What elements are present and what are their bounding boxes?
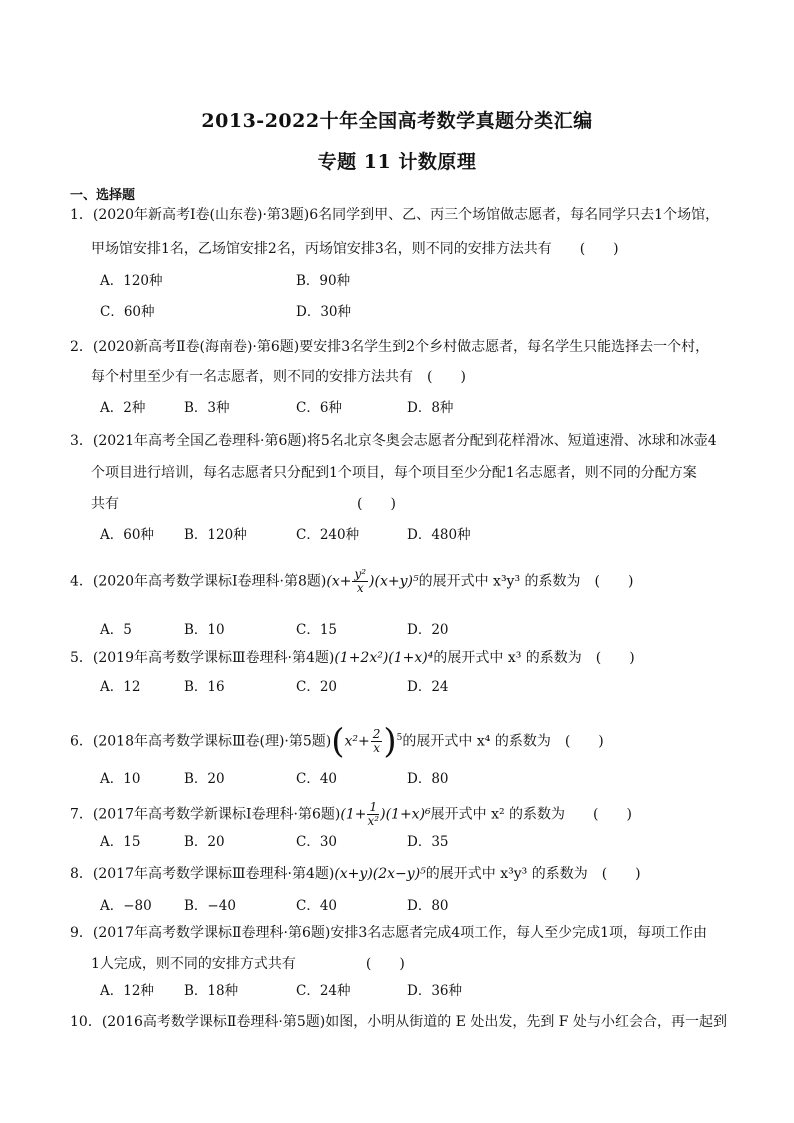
question-8-expr: (x+y)(2x−y)⁵	[334, 866, 426, 882]
question-4-expr-b: )(x+y)⁵	[369, 573, 419, 590]
question-6-stem	[70, 721, 604, 762]
question-5-option-a: A．12	[100, 679, 141, 695]
question-7-option-d: D．35	[407, 834, 449, 850]
question-7-option-a: A．15	[100, 834, 141, 850]
question-6-source: 6．(2018年高考数学课标Ⅲ卷(理)·第5题)	[70, 733, 332, 750]
question-1-option-b: B．90种	[296, 273, 351, 289]
question-7-stem	[70, 801, 632, 828]
question-2-option-b: B．3种	[184, 400, 230, 416]
question-4-expr-a: (x+	[326, 573, 352, 590]
question-4-option-d: D．20	[407, 622, 449, 638]
question-8-ask: 的展开式中 x³y³ 的系数为 ( )	[425, 866, 641, 882]
question-9-option-b: B．18种	[184, 983, 239, 999]
question-6-option-b: B．20	[184, 771, 225, 787]
question-8-option-a: A．−80	[100, 898, 152, 914]
question-6-frac-den: x	[373, 741, 380, 755]
question-5-ask: 的展开式中 x³ 的系数为 ( )	[433, 650, 635, 666]
question-6-expr-a: x²+	[344, 733, 370, 750]
question-2-option-d: D．8种	[407, 400, 454, 416]
question-9-line-1: 9．(2017年高考数学课标Ⅱ卷理科·第6题)安排3名志愿者完成4项工作，每人至少完成1项，每项工作由	[70, 925, 708, 941]
question-3-line-3: 共有 ( )	[91, 496, 396, 512]
question-1-line-1: 1．(2020年新高考Ⅰ卷(山东卷)·第3题)6名同学到甲、乙、丙三个场馆做志愿者，每名同学只去1个场馆，	[70, 207, 720, 223]
question-3-option-b: B．120种	[184, 527, 247, 543]
question-7-option-b: B．20	[184, 834, 225, 850]
question-4-ask: 的展开式中 x³y³ 的系数为 ( )	[418, 573, 634, 590]
question-5-expr: (1+2x²)(1+x)⁴	[334, 650, 434, 666]
question-2-line-1: 2．(2020新高考Ⅱ卷(海南卷)·第6题)要安排3名学生到2个乡村做志愿者，每名学生只能选择去一个村，	[70, 339, 710, 355]
question-10-line-1: 10．(2016高考数学课标Ⅱ卷理科·第5题)如图，小明从街道的 E 处出发，先到 F 处与小红会合，再一起到	[70, 1014, 727, 1030]
question-3-line-2: 个项目进行培训，每名志愿者只分配到1个项目，每个项目至少分配1名志愿者，则不同的分配方案	[91, 465, 697, 481]
question-5-option-d: D．24	[407, 679, 449, 695]
question-3-option-a: A．60种	[100, 527, 154, 543]
question-6-option-a: A．10	[100, 771, 141, 787]
question-8-option-b: B．−40	[184, 898, 236, 914]
question-7-expr-a: (1+	[340, 806, 367, 823]
question-1-option-a: A．120种	[100, 273, 163, 289]
question-4-source: 4．(2020年高考数学课标Ⅰ卷理科·第8题)	[70, 573, 327, 590]
question-2-line-2: 每个村里至少有一名志愿者，则不同的安排方法共有 ( )	[91, 369, 466, 385]
question-7-expr-b: )(1+x)⁶	[380, 806, 431, 823]
question-7-source: 7．(2017年高考数学新课标Ⅰ卷理科·第6题)	[70, 806, 341, 823]
question-8-option-d: D．80	[407, 898, 449, 914]
question-6-option-c: C．40	[296, 771, 338, 787]
question-6-right-paren: )	[383, 721, 397, 762]
question-4-fraction	[352, 568, 368, 595]
question-7-frac-num: 1	[369, 800, 378, 814]
question-4-option-c: C．15	[296, 622, 338, 638]
question-9-option-c: C．24种	[296, 983, 351, 999]
question-5-option-c: C．20	[296, 679, 338, 695]
question-7-frac-den: x²	[367, 814, 380, 828]
question-2-option-a: A．2种	[100, 400, 146, 416]
question-8-option-c: C．40	[296, 898, 338, 914]
question-1-option-c: C．60种	[100, 304, 155, 320]
question-6-option-d: D．80	[407, 771, 449, 787]
question-8-stem	[70, 865, 641, 883]
question-8-source: 8．(2017年高考数学课标Ⅲ卷理科·第4题)	[70, 866, 335, 882]
question-5-source: 5．(2019年高考数学课标Ⅲ卷理科·第4题)	[70, 650, 335, 666]
question-4-frac-den: x	[356, 581, 364, 595]
question-3-option-d: D．480种	[407, 527, 471, 543]
question-6-fraction	[371, 728, 383, 755]
question-6-power: 5	[396, 732, 403, 743]
question-4-option-b: B．10	[184, 622, 225, 638]
question-1-option-d: D．30种	[296, 304, 352, 320]
question-2-option-c: C．6种	[296, 400, 342, 416]
question-9-option-a: A．12种	[100, 983, 154, 999]
question-7-option-c: C．30	[296, 834, 338, 850]
question-7-fraction	[367, 801, 379, 828]
question-6-left-paren: (	[331, 721, 345, 762]
question-7-ask: 展开式中 x² 的系数为 ( )	[430, 806, 632, 823]
question-9-option-d: D．36种	[407, 983, 463, 999]
question-3-line-1: 3．(2021年高考全国乙卷理科·第6题)将5名北京冬奥会志愿者分配到花样滑冰、短道速滑、冰球和冰壶4	[70, 433, 717, 449]
question-4-option-a: A．5	[100, 622, 132, 638]
question-3-option-c: C．240种	[296, 527, 360, 543]
question-5-option-b: B．16	[184, 679, 225, 695]
question-1-line-2: 甲场馆安排1名，乙场馆安排2名，丙场馆安排3名，则不同的安排方法共有 ( )	[91, 241, 619, 257]
question-6-frac-num: 2	[372, 727, 381, 741]
page-title: 2013-2022十年全国高考数学真题分类汇编	[201, 110, 593, 132]
page-subtitle: 专题 11 计数原理	[317, 151, 477, 173]
question-5-stem	[70, 649, 635, 667]
section-heading: 一、选择题	[70, 188, 136, 203]
question-4-stem	[70, 568, 633, 595]
question-4-frac-num: y²	[354, 567, 367, 581]
question-9-line-2: 1人完成，则不同的安排方式共有 ( )	[91, 956, 405, 972]
question-6-ask: 的展开式中 x⁴ 的系数为 ( )	[402, 733, 604, 750]
